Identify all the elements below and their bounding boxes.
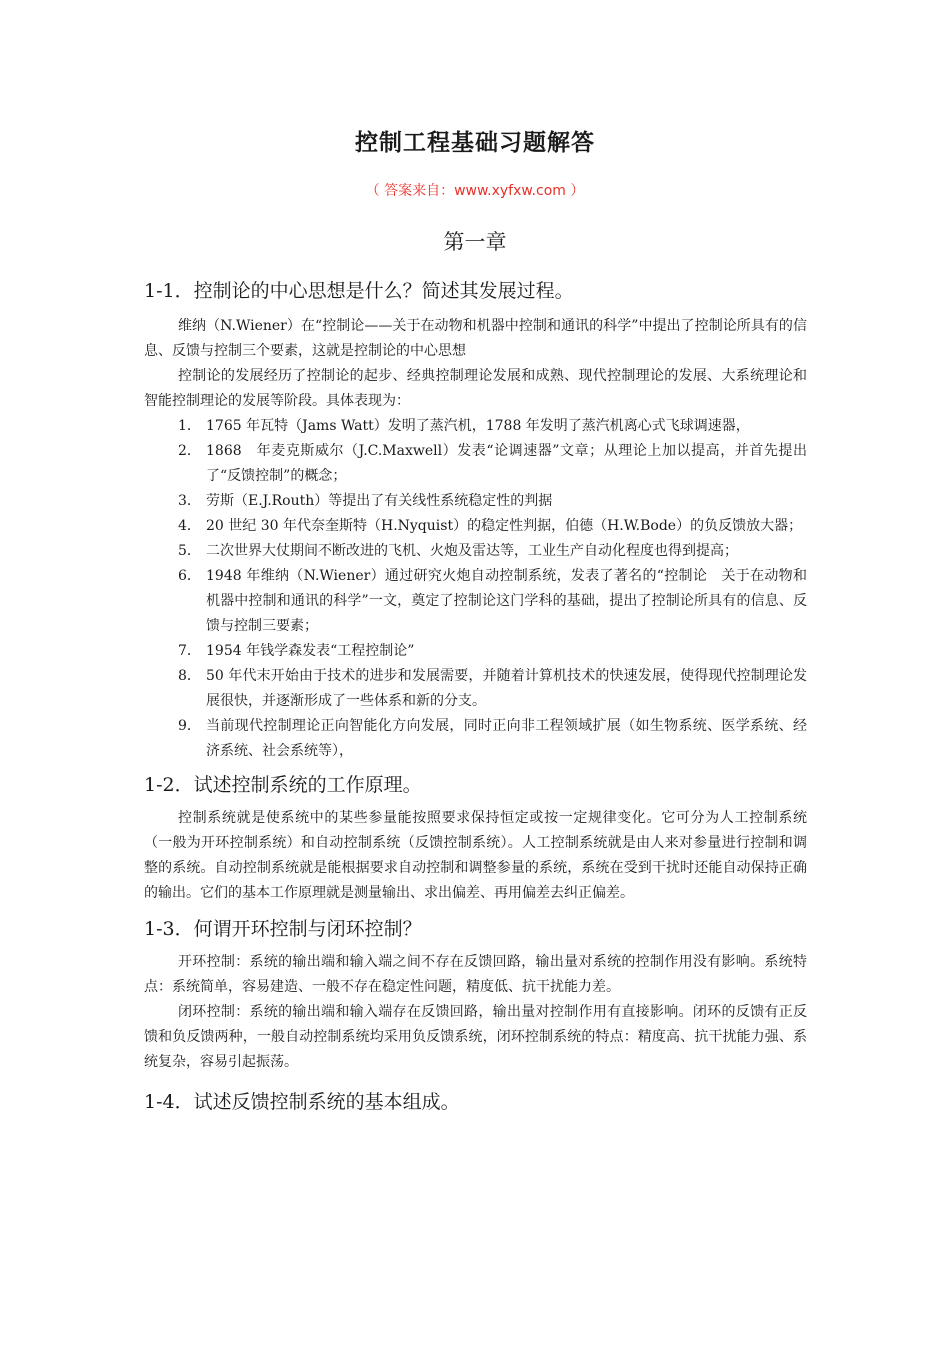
list-item: [144, 489, 807, 514]
document-title: 控制工程基础习题解答: [355, 130, 595, 156]
list-text: 50 年代末开始由于技术的进步和发展需要，并随着计算机技术的快速发展，使得现代控制理论发展很快，并逐渐形成了一些体系和新的分支。: [206, 668, 807, 709]
list-number: 4．: [178, 518, 201, 534]
list-number: 2．: [178, 443, 201, 459]
list-item: [144, 439, 807, 489]
list-item: [144, 714, 807, 764]
list-number: 1．: [178, 418, 201, 434]
history-list: [144, 414, 807, 764]
answer-paragraph: 开环控制：系统的输出端和输入端之间不存在反馈回路，输出量对系统的控制作用没有影响。系统特点：系统简单，容易建造、一般不存在稳定性问题，精度低、抗干扰能力差。: [144, 954, 807, 995]
list-text: 1948 年维纳（N.Wiener）通过研究火炮自动控制系统，发表了著名的“控制论 关于在动物和机器中控制和通讯的科学”一文，奠定了控制论这门学科的基础，提出了控制论所具有的信息、反馈与控制三要素；: [206, 568, 807, 634]
list-text: 劳斯（E.J.Routh）等提出了有关线性系统稳定性的判据: [206, 493, 553, 509]
answer-paragraph: 控制论的发展经历了控制论的起步、经典控制理论发展和成熟、现代控制理论的发展、大系统理论和智能控制理论的发展等阶段。具体表现为：: [144, 368, 807, 409]
chapter-heading: 第一章: [443, 230, 507, 254]
question-heading-1-1: 1-1．控制论的中心思想是什么？简述其发展过程。: [144, 280, 574, 302]
list-number: 3．: [178, 493, 201, 509]
list-number: 5．: [178, 543, 201, 559]
list-item: [144, 539, 807, 564]
answer-paragraph: 维纳（N.Wiener）在“控制论——关于在动物和机器中控制和通讯的科学”中提出了控制论所具有的信息、反馈与控制三个要素，这就是控制论的中心思想: [144, 318, 807, 359]
list-number: 9．: [178, 718, 201, 734]
list-item: [144, 414, 807, 439]
question-heading-1-2: 1-2．试述控制系统的工作原理。: [144, 774, 422, 796]
list-text: 1765 年瓦特（Jams Watt）发明了蒸汽机，1788 年发明了蒸汽机离心式飞球调速器，: [206, 418, 750, 434]
question-heading-1-4: 1-4．试述反馈控制系统的基本组成。: [144, 1091, 460, 1113]
document-content: [144, 276, 807, 1117]
list-text: 1868 年麦克斯威尔（J.C.Maxwell）发表“论调速器”文章；从理论上加以提高，并首先提出了“反馈控制”的概念；: [206, 443, 807, 484]
list-item: [144, 639, 807, 664]
list-item: [144, 514, 807, 539]
question-heading-1-3: 1-3．何谓开环控制与闭环控制？: [144, 918, 422, 940]
answer-paragraph: 闭环控制：系统的输出端和输入端存在反馈回路，输出量对控制作用有直接影响。闭环的反馈有正反馈和负反馈两种，一般自动控制系统均采用负反馈系统，闭环控制系统的特点：精度高、抗干扰能力强、系统复杂，容易引起振荡。: [144, 1004, 807, 1070]
list-text: 20 世纪 30 年代奈奎斯特（H.Nyquist）的稳定性判据，伯德（H.W.Bode）的负反馈放大器；: [206, 518, 803, 534]
list-number: 7．: [178, 643, 201, 659]
list-text: 1954 年钱学森发表“工程控制论”: [206, 643, 415, 659]
list-item: [144, 564, 807, 639]
list-item: [144, 664, 807, 714]
list-text: 二次世界大仗期间不断改进的飞机、火炮及雷达等，工业生产自动化程度也得到提高；: [206, 543, 738, 559]
list-text: 当前现代控制理论正向智能化方向发展，同时正向非工程领域扩展（如生物系统、医学系统、经济系统、社会系统等），: [206, 718, 807, 759]
list-number: 6．: [178, 568, 201, 584]
source-link[interactable]: （ 答案来自：www.xyfxw.com ）: [365, 183, 585, 199]
list-number: 8．: [178, 668, 201, 684]
answer-paragraph: 控制系统就是使系统中的某些参量能按照要求保持恒定或按一定规律变化。它可分为人工控制系统（一般为开环控制系统）和自动控制系统（反馈控制系统）。人工控制系统就是由人来对参量进行控制和调整的系统。自动控制系统就是能根据要求自动控制和调整参量的系统，系统在受到干扰时还能自动保持正确的输出。它们的基本工作原理就是测量输出、求出偏差、再用偏差去纠正偏差。: [144, 810, 807, 901]
